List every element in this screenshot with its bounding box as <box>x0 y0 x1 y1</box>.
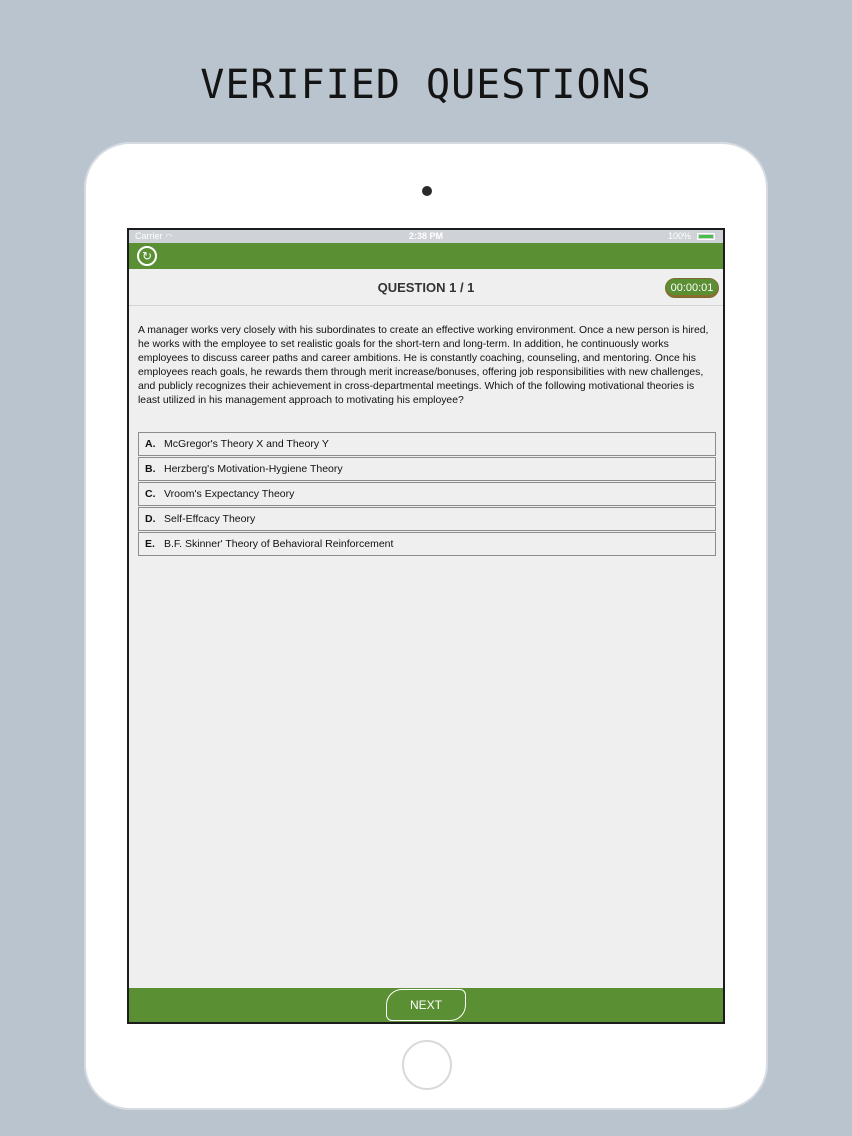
option-text: Herzberg's Motivation-Hygiene Theory <box>164 463 343 475</box>
answer-options <box>138 432 716 557</box>
footer-bar <box>129 988 723 1022</box>
tablet-frame <box>86 144 766 1108</box>
option-text: McGregor's Theory X and Theory Y <box>164 438 329 450</box>
home-button[interactable] <box>402 1040 452 1090</box>
question-counter: QUESTION 1 / 1 <box>377 280 475 295</box>
option-letter: E. <box>145 538 155 550</box>
status-bar <box>129 230 723 243</box>
option-letter: D. <box>145 513 156 525</box>
camera-dot <box>422 186 432 196</box>
battery-icon <box>697 233 715 240</box>
question-header <box>129 269 723 306</box>
option-c[interactable] <box>138 482 716 506</box>
carrier-text: Carrier <box>135 231 163 241</box>
status-time: 2:38 PM <box>408 231 443 241</box>
option-letter: A. <box>145 438 156 450</box>
nav-bar <box>129 243 723 269</box>
option-text: Vroom's Expectancy Theory <box>164 488 295 500</box>
option-letter: B. <box>145 463 156 475</box>
app-screen <box>127 228 725 1024</box>
option-text: Self-Effcacy Theory <box>164 513 256 525</box>
battery-percent: 100% <box>667 231 691 241</box>
next-button[interactable]: NEXT <box>386 989 466 1021</box>
question-text: A manager works very closely with his subordinates to create an effective working environment. Once a new person is hired, he works with the employee to set realistic goals for the short-tern and long-term. In addition, he continuously works employees to discuss career paths and career ambitions. He is constantly coaching, counseling, and mentoring. Once his employees reach goals, he rewards them through merit increase/bonuses, offering job responsibilities with new challenges, and publicly recognizes their achievement in cross-departmental meetings. Which of the following motivational theories is least utilized in his management approach to motivating his employee? <box>138 325 709 406</box>
option-e[interactable] <box>138 532 716 556</box>
promo-headline: VERIFIED QUESTIONS <box>200 62 652 108</box>
option-text: B.F. Skinner' Theory of Behavioral Reinforcement <box>164 538 394 550</box>
option-b[interactable] <box>138 457 716 481</box>
option-d[interactable] <box>138 507 716 531</box>
timer-badge: 00:00:01 <box>665 278 719 298</box>
option-a[interactable] <box>138 432 716 456</box>
refresh-icon[interactable]: ↻ <box>137 246 157 266</box>
option-letter: C. <box>145 488 156 500</box>
wifi-icon: ◠ <box>165 232 173 241</box>
